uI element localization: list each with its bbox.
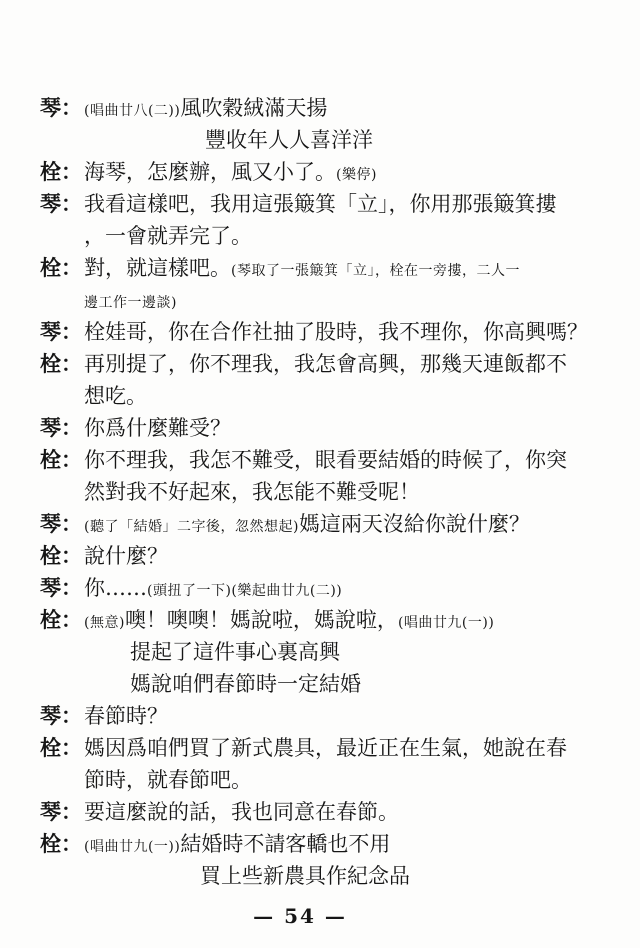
speaker-label: 琴： (40, 511, 82, 536)
speaker-label: 琴： (40, 575, 82, 600)
stage-direction: (琴取了一張簸箕「立」，栓在一旁摟，二人一 (231, 263, 520, 279)
stage-direction: (唱曲廿八(二)) (84, 103, 181, 119)
speaker-label: 栓： (40, 159, 82, 184)
dialogue-line (0, 828, 640, 860)
speaker-label: 栓： (40, 543, 82, 568)
dialogue-line (0, 188, 640, 220)
stage-direction: (聽了「結婚」二字後，忽然想起) (84, 519, 299, 535)
dialogue-text: 媽因爲咱們買了新式農具，最近正在生氣，她說在春 (84, 736, 567, 760)
dialogue-line (0, 604, 640, 636)
speaker-label: 琴： (40, 799, 82, 824)
speaker-label: 栓： (40, 831, 82, 856)
song-line (0, 668, 640, 700)
dialogue-line (0, 348, 640, 380)
dialogue-text: 說什麼？ (84, 544, 168, 568)
dialogue-text: 噢！噢噢！媽說啦，媽說啦， (124, 608, 398, 632)
dialogue-text: 想吃。 (84, 384, 147, 408)
speaker-label: 栓： (40, 447, 82, 472)
speaker-label: 琴： (40, 319, 82, 344)
song-line (0, 124, 640, 156)
dialogue-text: 結婚時不請客轎也不用 (180, 832, 391, 856)
dialogue-text: 你不理我，我怎不難受，眼看要結婚的時候了，你突 (84, 448, 567, 472)
speaker-label: 琴： (40, 703, 82, 728)
song-line (0, 860, 640, 892)
speaker-label: 栓： (40, 735, 82, 760)
continuation-line (0, 380, 640, 412)
dialogue-line (0, 700, 640, 732)
stage-direction: 邊工作一邊談) (84, 295, 177, 311)
dialogue-line (0, 572, 640, 604)
dialogue-text: 要這麼說的話，我也同意在春節。 (84, 800, 399, 824)
dialogue-line (0, 732, 640, 764)
continuation-line (0, 284, 640, 316)
dialogue-line (0, 444, 640, 476)
dialogue-text: 海琴，怎麼辦，風又小了。 (84, 160, 336, 184)
dialogue-text: 風吹穀絨滿天揚 (180, 96, 328, 120)
dialogue-text: 節時，就春節吧。 (84, 768, 252, 792)
continuation-line (0, 220, 640, 252)
page-number: — 54 — (253, 904, 347, 928)
dialogue-line (0, 508, 640, 540)
continuation-line (0, 476, 640, 508)
song-line (0, 636, 640, 668)
speaker-label: 栓： (40, 255, 82, 280)
dialogue-text: 春節時？ (84, 704, 168, 728)
stage-direction: (唱曲廿九(一)) (397, 615, 495, 631)
dialogue-line (0, 92, 640, 124)
dialogue-text: 我看這樣吧，我用這張簸箕「立」，你用那張簸箕摟 (84, 192, 557, 216)
stage-direction: (唱曲廿九(一)) (84, 839, 181, 855)
dialogue-text: 媽這兩天沒給你說什麼？ (298, 512, 530, 536)
dialogue-text: 然對我不好起來，我怎能不難受呢！ (84, 480, 420, 504)
dialogue-line (0, 540, 640, 572)
dialogue-line (0, 796, 640, 828)
continuation-line (0, 764, 640, 796)
dialogue-line (0, 316, 640, 348)
dialogue-text: 你爲什麼難受？ (84, 416, 231, 440)
stage-direction: (樂停) (336, 167, 377, 183)
dialogue-text: ，一會就弄完了。 (84, 224, 252, 248)
stage-direction: (無意) (84, 615, 125, 631)
speaker-label: 栓： (40, 351, 82, 376)
dialogue-text: 你…… (84, 576, 147, 600)
speaker-label: 琴： (40, 191, 82, 216)
song-text: 買上些新農具作紀念品 (200, 864, 410, 888)
dialogue-line (0, 156, 640, 188)
dialogue-text: 栓娃哥，你在合作社抽了股時，我不理你，你高興嗎？ (84, 320, 588, 344)
song-text: 媽說咱們春節時一定結婚 (130, 672, 361, 696)
speaker-label: 栓： (40, 607, 82, 632)
song-text: 豐收年人人喜洋洋 (205, 128, 373, 152)
speaker-label: 琴： (40, 415, 82, 440)
dialogue-line (0, 412, 640, 444)
speaker-label: 琴： (40, 95, 82, 120)
dialogue-block (0, 92, 640, 892)
dialogue-text: 再別提了，你不理我，我怎會高興，那幾天連飯都不 (84, 352, 567, 376)
dialogue-line (0, 252, 640, 284)
song-text: 提起了這件事心裏高興 (130, 640, 340, 664)
dialogue-text: 對，就這樣吧。 (84, 256, 231, 280)
stage-direction: (頭扭了一下)(樂起曲廿九(二)) (147, 583, 343, 599)
